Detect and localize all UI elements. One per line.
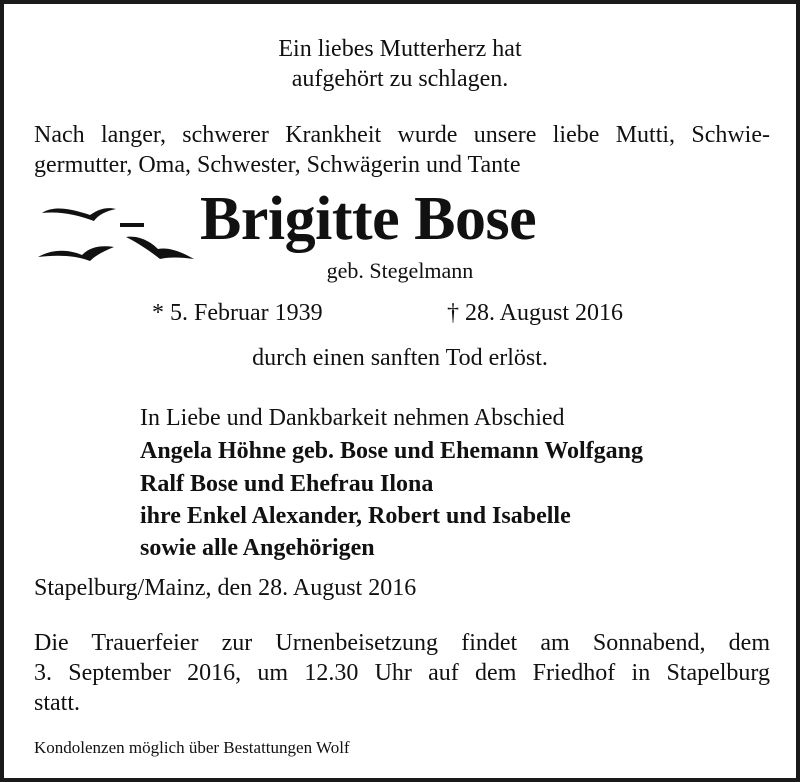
death-date: † 28. August 2016 (447, 300, 624, 326)
funeral-line-2: 3. September 2016, um 12.30 Uhr auf dem Friedhof in Stapelburg (34, 660, 770, 686)
mourner-line: Ralf Bose und Ehefrau Ilona (140, 471, 434, 497)
passing-text: durch einen sanften Tod erlöst. (252, 345, 548, 371)
place-date: Stapelburg/Mainz, den 28. August 2016 (34, 575, 417, 601)
announcement-line-2: germutter, Oma, Schwester, Schwägerin und Tante (34, 152, 521, 178)
announcement-line-1: Nach langer, schwerer Krankheit wurde unsere liebe Mutti, Schwie- (34, 122, 770, 148)
maiden-name: geb. Stegelmann (326, 258, 474, 283)
farewell-intro: In Liebe und Dankbarkeit nehmen Abschied (140, 405, 565, 431)
funeral-line-1: Die Trauerfeier zur Urnenbeisetzung findet am Sonnabend, dem (34, 630, 770, 656)
mourner-line: ihre Enkel Alexander, Robert und Isabelle (140, 503, 571, 529)
intro-line-1: Ein liebes Mutterherz hat (278, 36, 522, 62)
intro-line-2: aufgehört zu schlagen. (291, 66, 509, 92)
funeral-line-3: statt. (34, 690, 80, 716)
mourner-line: sowie alle Angehörigen (140, 535, 375, 561)
mourner-line: Angela Höhne geb. Bose und Ehemann Wolfgang (140, 438, 644, 464)
birth-date: * 5. Februar 1939 (152, 300, 323, 326)
condolences-note: Kondolenzen möglich über Bestattungen Wolf (34, 738, 350, 757)
deceased-name: Brigitte Bose (200, 185, 537, 253)
